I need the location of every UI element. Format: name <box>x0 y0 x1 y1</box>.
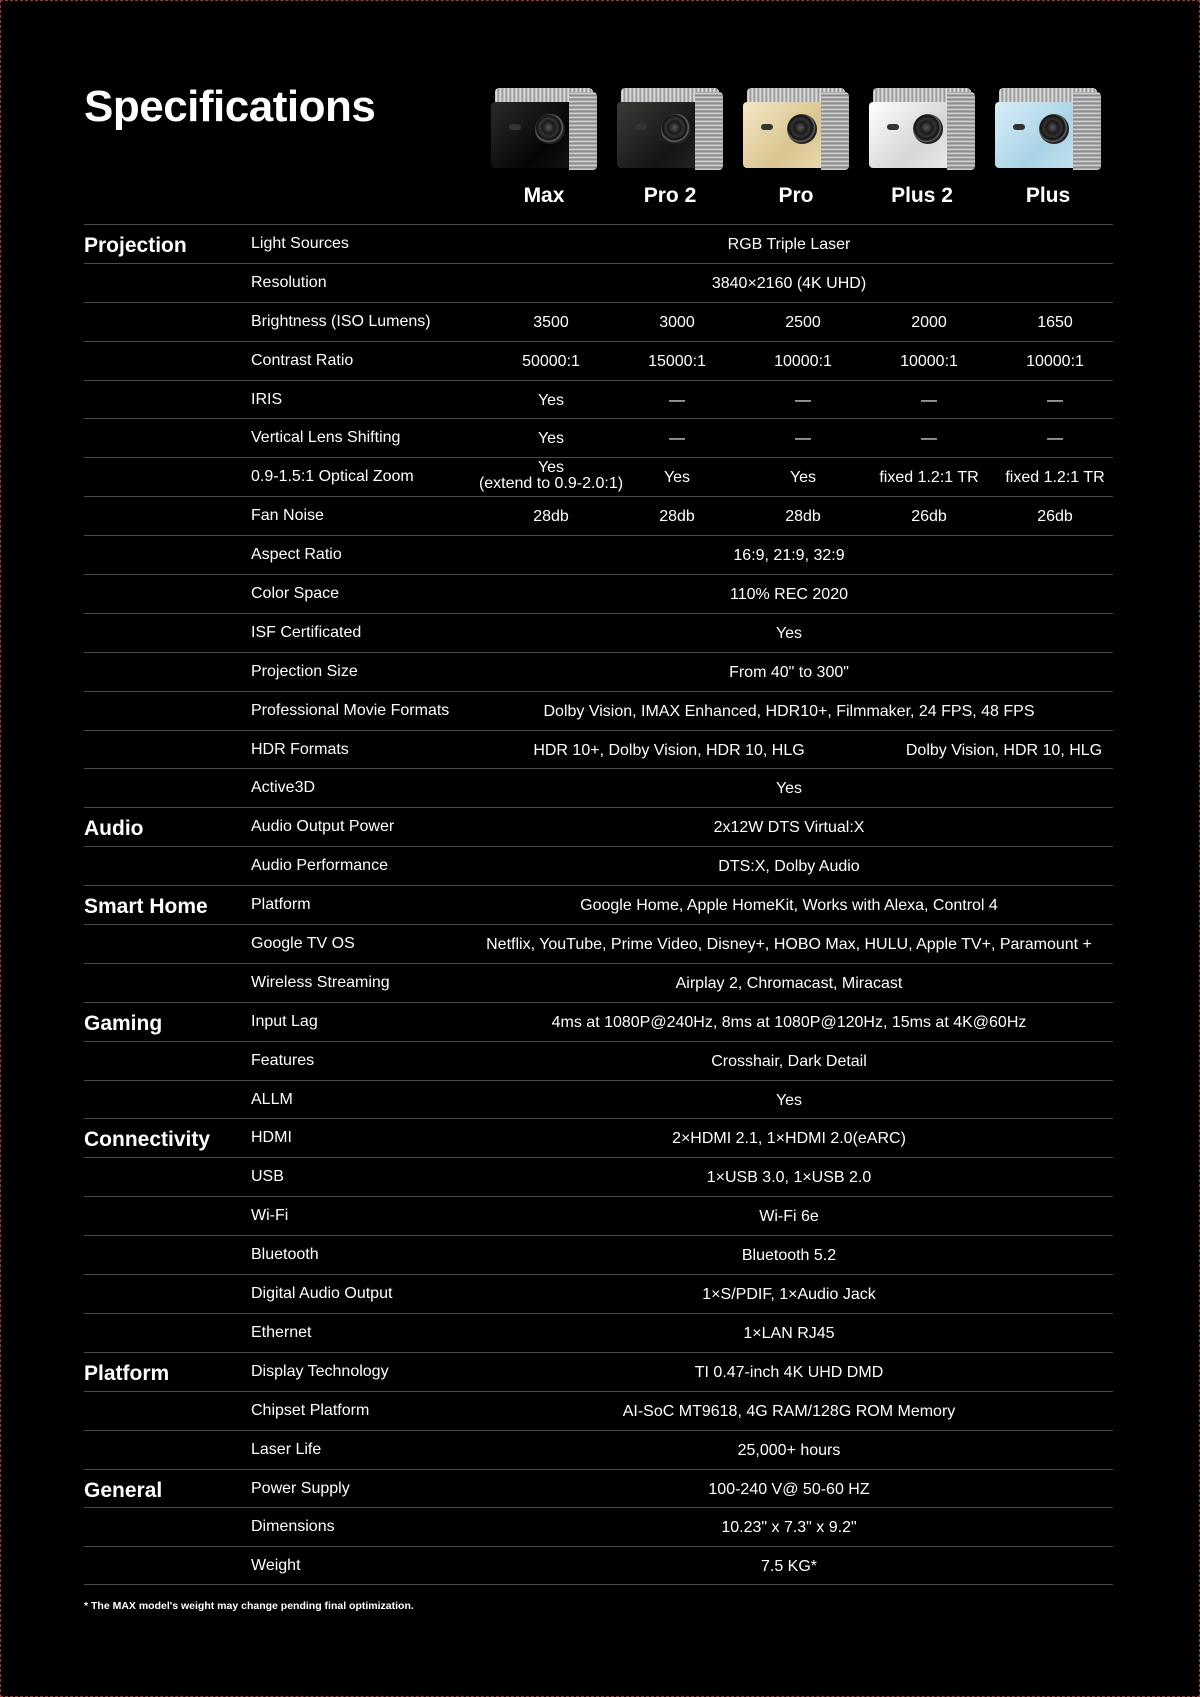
spec-label: Platform <box>251 896 311 914</box>
footnote: * The MAX model's weight may change pending final optimization. <box>84 1600 414 1612</box>
section-title-audio: Audio <box>84 817 144 841</box>
spec-value: DTS:X, Dolby Audio <box>718 858 860 876</box>
projector-pro-2-image <box>617 88 723 170</box>
spec-row-digital-audio <box>84 1274 1113 1313</box>
spec-row-ethernet <box>84 1313 1113 1352</box>
spec-value: 1×S/PDIF, 1×Audio Jack <box>702 1286 876 1304</box>
projector-plus-image <box>995 88 1101 170</box>
spec-row-optical-zoom <box>84 457 1113 496</box>
model-plus <box>985 88 1111 208</box>
spec-label: Fan Noise <box>251 507 324 525</box>
spec-label: Contrast Ratio <box>251 351 354 369</box>
model-pro <box>733 88 859 208</box>
spec-value: 10000:1 <box>900 352 958 370</box>
spec-label: Input Lag <box>251 1012 318 1030</box>
model-plus-2 <box>859 88 985 208</box>
spec-label: Projection Size <box>251 662 358 680</box>
spec-row-hdr-formats <box>84 730 1113 769</box>
spec-value: Yes <box>663 469 691 487</box>
spec-value: 26db <box>911 508 947 526</box>
spec-value: 50000:1 <box>522 352 580 370</box>
spec-value: fixed 1.2:1 TR <box>879 469 979 487</box>
spec-value: Airplay 2, Chromacast, Miracast <box>675 974 903 992</box>
spec-row-wireless <box>84 963 1113 1002</box>
spec-value: 2x12W DTS Virtual:X <box>713 819 865 837</box>
spec-label: 0.9-1.5:1 Optical Zoom <box>251 468 414 486</box>
spec-table <box>84 224 1113 1585</box>
projector-pro-image <box>743 88 849 170</box>
spec-value: Bluetooth 5.2 <box>741 1247 837 1265</box>
spec-value: 10000:1 <box>774 352 832 370</box>
spec-value: HDR 10+, Dolby Vision, HDR 10, HLG <box>533 741 805 759</box>
spec-row-laser-life <box>84 1430 1113 1469</box>
model-name: Max <box>523 184 565 207</box>
spec-row-hdmi <box>84 1118 1113 1157</box>
spec-row-brightness <box>84 302 1113 341</box>
spec-label: Power Supply <box>251 1479 350 1497</box>
spec-value: Yes <box>775 780 803 798</box>
spec-label: Google TV OS <box>251 935 355 953</box>
spec-value: 1×LAN RJ45 <box>743 1324 835 1342</box>
spec-label: Resolution <box>251 273 327 291</box>
spec-value: 10000:1 <box>1026 352 1084 370</box>
spec-row-resolution <box>84 263 1113 302</box>
model-name: Pro 2 <box>643 184 697 207</box>
spec-value: 26db <box>1037 508 1073 526</box>
spec-row-chipset <box>84 1391 1113 1430</box>
spec-value: Yes <box>537 430 565 448</box>
spec-row-wifi <box>84 1196 1113 1235</box>
spec-value: From 40" to 300" <box>729 663 849 681</box>
spec-row-lens-shift <box>84 418 1113 457</box>
section-title-platform: Platform <box>84 1361 170 1385</box>
spec-value: 2000 <box>911 313 947 331</box>
spec-value: Yes <box>537 459 565 477</box>
spec-label: Chipset Platform <box>251 1401 370 1419</box>
spec-label: Ethernet <box>251 1323 312 1341</box>
model-name: Plus <box>1025 184 1071 207</box>
spec-value: 1×USB 3.0, 1×USB 2.0 <box>706 1169 872 1187</box>
spec-value: TI 0.47-inch 4K UHD DMD <box>694 1363 884 1381</box>
spec-label: ISF Certificated <box>251 623 362 641</box>
spec-label: Bluetooth <box>251 1246 319 1264</box>
spec-label: Dimensions <box>251 1518 335 1536</box>
spec-value: 10.23" x 7.3" x 9.2" <box>721 1519 857 1537</box>
spec-value: Google Home, Apple HomeKit, Works with Alexa, Control 4 <box>580 897 998 915</box>
spec-label: Wi-Fi <box>251 1207 289 1225</box>
spec-value: Crosshair, Dark Detail <box>711 1052 867 1070</box>
model-name: Plus 2 <box>891 184 953 207</box>
spec-label: Color Space <box>251 585 340 603</box>
spec-value: Wi-Fi 6e <box>759 1208 819 1226</box>
spec-value: 28db <box>533 508 569 526</box>
spec-value: Yes <box>775 624 803 642</box>
spec-label: Features <box>251 1051 315 1069</box>
spec-value: 100-240 V@ 50-60 HZ <box>708 1480 870 1498</box>
spec-value: — <box>669 391 685 409</box>
spec-value: 110% REC 2020 <box>730 586 848 604</box>
projector-max-image <box>491 88 597 170</box>
spec-note: (extend to 0.9-2.0:1) <box>478 475 624 493</box>
spec-value: 28db <box>785 508 821 526</box>
spec-row-audio-performance <box>84 846 1113 885</box>
spec-value: 7.5 KG* <box>760 1558 818 1576</box>
spec-value: fixed 1.2:1 TR <box>1005 469 1105 487</box>
spec-row-color-space <box>84 574 1113 613</box>
model-name: Pro <box>778 184 814 207</box>
spec-label: ALLM <box>251 1090 293 1108</box>
spec-value: 25,000+ hours <box>737 1441 841 1459</box>
spec-row-audio-output <box>84 807 1113 846</box>
spec-value: 15000:1 <box>648 352 706 370</box>
spec-value: Yes <box>789 469 817 487</box>
spec-label: Wireless Streaming <box>251 973 390 991</box>
spec-row-isf <box>84 613 1113 652</box>
spec-value: Yes <box>537 391 565 409</box>
section-title-smart-home: Smart Home <box>84 895 208 919</box>
spec-label: Display Technology <box>251 1362 389 1380</box>
spec-row-active3d <box>84 768 1113 807</box>
spec-row-dimensions <box>84 1507 1113 1546</box>
spec-value: 3840×2160 (4K UHD) <box>711 274 867 292</box>
page-title: Specifications <box>84 82 376 131</box>
spec-label: Audio Output Power <box>251 818 395 836</box>
spec-value: 2500 <box>785 313 821 331</box>
section-title-connectivity: Connectivity <box>84 1128 211 1152</box>
projector-plus-2-image <box>869 88 975 170</box>
spec-value: AI-SoC MT9618, 4G RAM/128G ROM Memory <box>622 1402 956 1420</box>
spec-row-movie-formats <box>84 691 1113 730</box>
spec-value: — <box>1047 391 1063 409</box>
spec-row-contrast <box>84 341 1113 380</box>
spec-label: Audio Performance <box>251 857 388 875</box>
spec-row-bluetooth <box>84 1235 1113 1274</box>
section-title-projection: Projection <box>84 234 187 257</box>
spec-value: 2×HDMI 2.1, 1×HDMI 2.0(eARC) <box>672 1130 906 1148</box>
spec-value: — <box>921 430 937 448</box>
spec-value: 16:9, 21:9, 32:9 <box>733 547 845 565</box>
spec-value: 28db <box>659 508 695 526</box>
spec-value: Dolby Vision, HDR 10, HLG <box>905 741 1103 759</box>
spec-value: Yes <box>775 1091 803 1109</box>
spec-row-platform <box>84 885 1113 924</box>
spec-label: Brightness (ISO Lumens) <box>251 312 431 330</box>
spec-label: Professional Movie Formats <box>251 701 450 719</box>
spec-label: Laser Life <box>251 1440 322 1458</box>
spec-row-fan-noise <box>84 496 1113 535</box>
spec-row-projection-size <box>84 652 1113 691</box>
model-header <box>481 88 1111 208</box>
model-max <box>481 88 607 208</box>
spec-row-weight <box>84 1546 1113 1585</box>
spec-label: HDMI <box>251 1129 292 1147</box>
spec-row-input-lag <box>84 1002 1113 1041</box>
spec-row-light-sources <box>84 224 1113 263</box>
spec-value: 3000 <box>659 313 695 331</box>
spec-row-google-tv <box>84 924 1113 963</box>
spec-label: IRIS <box>251 390 283 408</box>
spec-row-power <box>84 1469 1113 1508</box>
model-pro-2 <box>607 88 733 208</box>
spec-label: USB <box>251 1168 284 1186</box>
spec-value: RGB Triple Laser <box>727 236 851 253</box>
spec-label: Vertical Lens Shifting <box>251 429 401 447</box>
spec-row-iris <box>84 380 1113 419</box>
spec-row-allm <box>84 1080 1113 1119</box>
section-title-general: General <box>84 1478 163 1502</box>
spec-label: HDR Formats <box>251 740 349 758</box>
spec-label: Weight <box>251 1557 301 1575</box>
spec-value: — <box>795 391 811 409</box>
section-title-gaming: Gaming <box>84 1011 163 1035</box>
spec-value: — <box>669 430 685 448</box>
spec-label: Active3D <box>251 779 316 797</box>
spec-value: Netflix, YouTube, Prime Video, Disney+, HOBO Max, HULU, Apple TV+, Paramount + <box>486 936 1092 954</box>
spec-value: — <box>795 430 811 448</box>
spec-value: Dolby Vision, IMAX Enhanced, HDR10+, Filmmaker, 24 FPS, 48 FPS <box>543 702 1035 720</box>
spec-value: 3500 <box>533 313 569 331</box>
spec-label: Light Sources <box>251 235 349 252</box>
spec-label: Aspect Ratio <box>251 546 342 564</box>
spec-value: — <box>921 391 937 409</box>
spec-value: 4ms at 1080P@240Hz, 8ms at 1080P@120Hz, 15ms at 4K@60Hz <box>551 1013 1027 1031</box>
spec-value: 1650 <box>1037 313 1073 331</box>
spec-label: Digital Audio Output <box>251 1285 393 1303</box>
spec-value: — <box>1047 430 1063 448</box>
spec-row-usb <box>84 1157 1113 1196</box>
spec-row-aspect-ratio <box>84 535 1113 574</box>
spec-row-features <box>84 1041 1113 1080</box>
spec-row-display-tech <box>84 1352 1113 1391</box>
